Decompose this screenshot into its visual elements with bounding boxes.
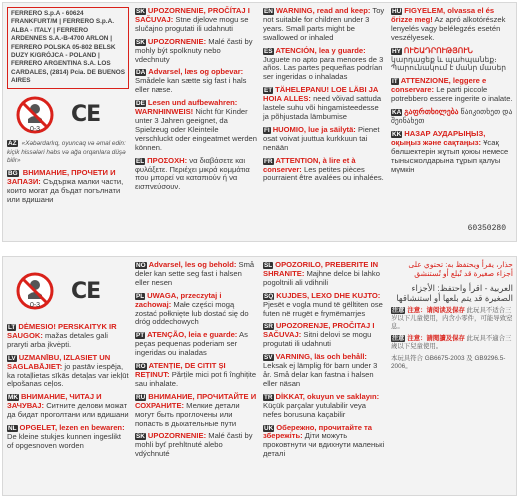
warning-block: IT ATTENZIONE, leggere e conservare: Le parti piccole potrebbero essere ingerite o inalate. (391, 76, 513, 104)
warning-block: TR DİKKAT, okuyun ve saklayın: Küçük parçalar yutulabilir veya nefes borusuna kaçabilir (263, 391, 380, 419)
top-column-2 (135, 7, 257, 196)
top-column-1 (7, 7, 129, 209)
warning-block: SV VARNING, läs och behåll: Leksak ej lämplig för barn under 3 år. Små delar kan fastna i halsen eller näsan (263, 352, 378, 388)
warning-block: DA Advarsel, læs og opbevar: Smådele kan sætte sig fast i hals eller næse. (135, 67, 247, 95)
bottom-column-1 (7, 261, 129, 455)
warning-block: LV UZMANĪBU, IZLASIET UN SAGLABĀJIET: jo pastāv iespēja, ka rotaļlietas sīkās detaļas var iekļūt elpošanas ceļos. (7, 352, 129, 389)
warning-bg (7, 169, 129, 205)
warning-block: RU ВНИМАНИЕ, ПРОЧИТАЙТЕ И СОХРАНИТЕ: Мелкие детали могут быть проглочены или попасть в дыхательные пути (135, 391, 257, 428)
warning-block: LT DĖMESIO! PERSKAITYK IR SAUGOK: mažas detales gali praryti arba įkvėpti. (7, 322, 117, 349)
warning-panel-bottom (2, 256, 517, 496)
age-warning-pictogram-row (15, 271, 129, 311)
lang-code: AZ (8, 139, 17, 147)
warning-block: HU FIGYELEM, olvassa el és őrizze meg! Az apró alkotórészek lenyelés vagy belélegzés esetén veszélyesek. (391, 6, 506, 42)
warning-block: NL OPGELET, lezen en bewaren: De kleine stukjes kunnen ingeslikt of opgesnoven worden (7, 423, 125, 450)
pict-age-label: 0-3 (29, 125, 41, 133)
bottom-column-2 (135, 261, 257, 463)
lang-code: BG (8, 170, 18, 178)
warning-block: ES ATENCIÓN, lea y guarde: Juguete no apto para menores de 3 años. Las partes pequeñas podrían ser ingeridas o inhaladas (263, 45, 384, 82)
no-under-3-icon (15, 95, 55, 135)
pict-age-label: 0-3 (29, 302, 41, 309)
bottom-column-4 (391, 261, 513, 375)
manufacturer-address: FERRERO S.p.A - 60624 FRANKFURT/M | FERRERO S.p.A. ALBA - ITALY | FERRERO ARDENNES S.A.-B-4700 ARLON | FERRERO POLSKA 05-802 BELSK DUZY K/GRÓJCA - POLAND | FERRERO ARGENTINA S.A. LOS CARDALES, (2814) Pcia. DE BUENOS AIRES (7, 7, 129, 89)
warning-block: SL OPOZORILO, PREBERITE IN SHRANITE: Majhne delce bi lahko pogoltnili ali vdihnili (263, 260, 380, 287)
no-under-3-icon (15, 271, 55, 311)
warning-block: NO Advarsel, les og behold: Små deler kan sette seg fast i halsen eller nesen (135, 260, 255, 287)
warning-panel-top (2, 2, 517, 242)
ce-mark: CE (71, 102, 101, 128)
top-column-3 (263, 7, 385, 187)
warning-az (7, 139, 129, 166)
top-column-4 (391, 7, 513, 178)
standards-note: 本玩具符合 GB6675-2003 及 GB9296.5-2006。 (391, 354, 506, 370)
warning-block: PT ATENÇÃO, leia e guarde: As peças pequenas poderiam ser ingeridas ou inaladas (135, 330, 248, 358)
warning-zh-simplified: 注意 注意：请阅读及保存 此玩具不适合三岁以下儿童使用，内含小零件，可能导致窒息。 (391, 306, 513, 330)
warning-block: RO ATENȚIE, DE CITIT ȘI REȚINUT: Părțile mici pot fi înghițite sau inhalate. (135, 361, 257, 388)
warning-block: SK UPOZORNENIE, PROČÍTAJ I SAČUVAJ: Stne djelove mogu se slučajno progutati ili udahnuti (135, 6, 250, 33)
warning-block: UK Обережно, прочитайте та збережіть: Діти можуть проковтнути чи вдихнути маленькі деталі (263, 422, 385, 459)
warning-block: SR UPOZORENJE, PROČITAJ I SAČUVAJ: Sitni delovi se mogu progutati ili udahnuti (263, 321, 375, 349)
warning-block: ET TÄHELEPANU! LOE LÄBI JA HOIA ALLES: need võivad sattuda lastele suhu või hingamisteedesse ja põhjustada lämbumise (263, 85, 382, 121)
age-warning-pictogram-row (15, 95, 129, 135)
warning-block: SK UPOZORNENIE: Malé časti by mohli byť prehltnuté alebo vdýchnuté (135, 431, 253, 459)
warning-block: FR ATTENTION, à lire et à conserver: Les petites pièces pourraient être avalées ou inhalées. (263, 155, 384, 183)
product-code: 60350280 (467, 224, 506, 233)
ce-mark: CE (71, 278, 101, 304)
warning-block: KK НАЗАР АУДАРЫҢЫЗ, оқыңыз және сақтаңыз: Ұсақ бөлшектерін жұтып қоюы немесе тынысжолдарына тұрып қалуы мүмкін (391, 128, 509, 174)
bottom-column-3 (263, 261, 385, 463)
warning-block: MK ВНИМАНИЕ, ЧИТАЈ И ЗАЧУВАЈ: Ситните делови можат да бидат проголтани или вдишани (7, 392, 129, 420)
warning-block: FI HUOMIO, lue ja säilytä: Pienet osat voivat juuttua kurkkuun tai nenään (263, 124, 380, 152)
warning-block: EL ΠΡΟΣΟΧΗ: να διαβάσετε και φυλάξετε. Περιέχει μικρά κομμάτια που μπορεί να καταπιούν ή να εισπνεύσουν. (135, 155, 250, 192)
warning-text: Съдържа малки части, които могат да бъдат погълнати или вдишани (7, 177, 124, 205)
warning-arabic-1: حذار، يقرأ ويحتفظ به: تحتوي على أجزاء صغيرة قد تُبلع أو تُستنشق (408, 260, 513, 278)
warning-text: «Xəbərdarlıq, oyuncaq və əmal edin: kiçik hissələri həbs və ağa orqanlara düşə bilir» (7, 139, 126, 165)
warning-block: PL UWAGA, przeczytaj i zachowaj: Małe części mogą zostać połknięte lub dostać się do dróg oddechowych (135, 290, 249, 327)
warning-block: SK UPOZORNENIE: Malé časti by mohly být spolknuty nebo vdechnuty (135, 36, 253, 64)
warning-arabic-2: العربية - اقرأ واحتفظ: الأجزاء الصغيرة قد يتم بلعها أو استنشاقها (396, 282, 513, 303)
warning-zh-traditional: 注意 注意：請閱讀及保存 此玩具不適合三歲以下兒童使用。 (391, 334, 512, 350)
warning-block: KA გაფრთხილება წაიკითხეთ და შეინახეთ (391, 107, 513, 125)
warning-block: EN WARNING, read and keep: Toy not suitable for children under 3 years. Small parts might be swallowed or inhaled (263, 6, 385, 42)
warning-block: SQ KUJDES, LEXO DHE KUJTO: Pjesët e vogla mund të gëlltiten ose futen në rrugët e frymëmarrjes (263, 290, 383, 318)
warning-heading: ВНИМАНИЕ, ПРОЧЕТИ И ЗАПАЗИ: (7, 168, 116, 187)
warning-block: HY ՈՒՇԱԴՐՈՒԹՅՈՒՆ կարդացեք և պահպանեք։ Պարունակում է մանր մասեր (391, 45, 507, 73)
warning-block: DE Lesen und aufbewahren: WARNHINWEIS! Nicht für Kinder unter 3 Jahren geeignet, da Spielzeug oder Kleinteile verschluckt oder eingeatmet werden können. (135, 98, 257, 152)
